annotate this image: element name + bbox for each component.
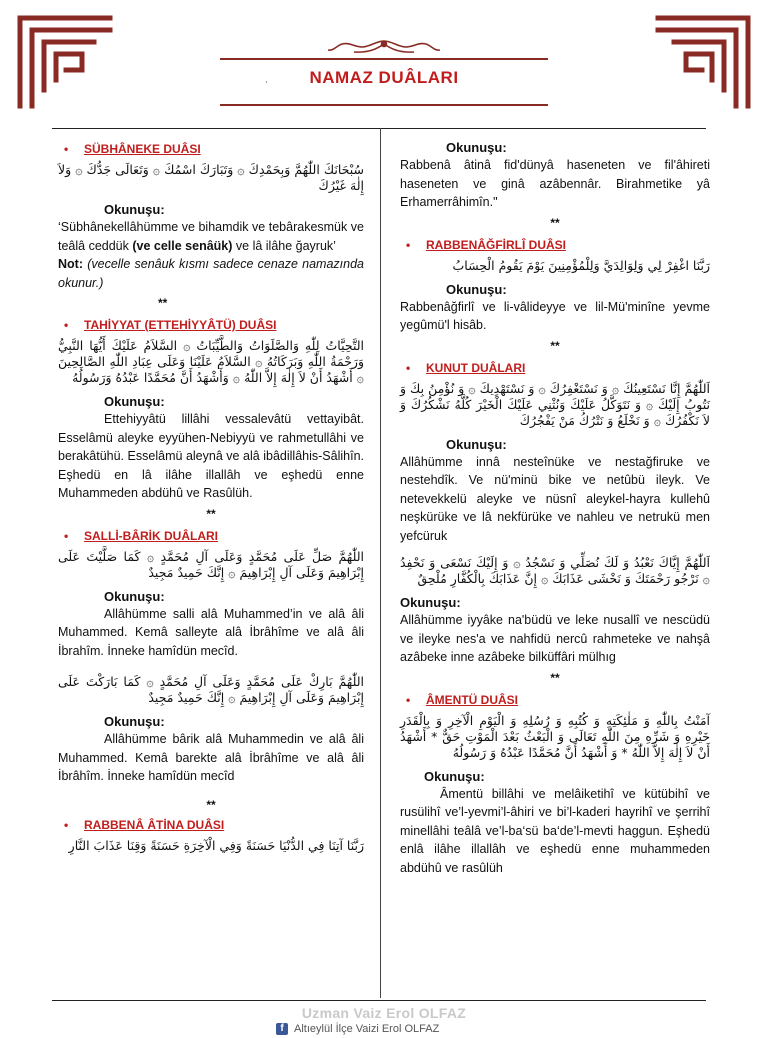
transliteration-text: Ettehiyyâtü lillâhi vessalevâtü vettayibât. Esselâmü aleyke eyyühen-Nebiyyü ve rahmetullâhi ve berakâtühü. Esselâmü aleynâ ve alâ ibâdillâhis-Sâlihîn. Eşhedü en lâ ilâhe illallâh ve eşhedü enne Muhammeden abdühû ve Rasûlüh. [58, 412, 364, 500]
separator: ** [206, 797, 216, 812]
bullet-icon: • [64, 318, 69, 332]
bullet-icon: • [64, 528, 69, 543]
section-heading-rabbena-atina [64, 817, 364, 832]
arabic-text: رَبَّنَا آتِنَا فِي الدُّنْيَا حَسَنَةً وَفِي الْآخِرَةِ حَسَنَةً وَقِنَا عَذَابَ النَّارِ [68, 837, 364, 853]
transliteration-text: Allâhümme iyyâke na'büdü ve leke nusallî ve nescüdü ve ileyke nes'a ve nahfidü nercû rahmeteke ve nahşâ azâbeke inne azâbeke bilküffâri mülhıg [400, 613, 710, 664]
arabic-text: رَبَّنَا اغْفِرْ لِي وَلِوَالِدَيَّ وَلِلْمُؤْمِنِينَ يَوْمَ يَقُومُ الْحِسَابُ [452, 257, 710, 273]
separator: ** [158, 296, 168, 310]
transliteration-text: Rabbenâ âtinâ fid'dünyâ haseneten ve fil'âhireti haseneten ve ginâ azâbennâr. Birahmetike yâ Erhamerrâhimîn." [400, 158, 710, 209]
separator: ** [550, 338, 560, 353]
section-heading-subhaneke [64, 142, 364, 156]
arabic-text: اللّٰهُمَّ بَارِكْ عَلَى مُحَمَّدٍ وَعَلَى آلِ مُحَمَّدٍ ۞ كَمَا بَارَكْتَ عَلَى إِبْرَاهِيمَ وَعَلَى آلِ إِبْرَاهِيمَ ۞ إِنَّكَ حَمِيدٌ مَجِيدٌ [58, 674, 364, 705]
header-tick: , [265, 74, 268, 85]
separator: ** [206, 506, 216, 521]
transliteration-bold: (ve celle senâük) [132, 238, 233, 253]
note-body: (vecelle senâuk kısmı sadece cenaze namazında okunur.) [58, 257, 364, 290]
title-box [220, 58, 548, 106]
okunusu-label: Okunuşu: [104, 394, 165, 409]
footer-author: Uzman Vaiz Erol OLFAZ [301, 1005, 467, 1021]
separator: ** [550, 215, 560, 230]
okunusu-label: Okunuşu: [104, 202, 165, 217]
section-heading-amentu [406, 692, 710, 707]
heading-text: SÜBHÂNEKE DUÂSI [84, 142, 201, 156]
note-label: Not: [58, 257, 83, 271]
transliteration-text: Allâhümme bârik alâ Muhammedin ve alâ âli Muhammed. Kemâ barekte alâ İbrâhîme ve alâ âli İbrâhîm. İnneke hamîdün mecîd [58, 732, 364, 783]
section-heading-rabbenagfirli [406, 237, 710, 252]
left-column [58, 134, 364, 862]
bullet-icon: • [64, 142, 69, 156]
right-column [400, 134, 710, 877]
facebook-text: Altıeylül İlçe Vaizi Erol OLFAZ [294, 1023, 440, 1035]
page-header [220, 38, 548, 118]
heading-text: RABBENÂ ÂTİNA DUÂSI [84, 817, 225, 832]
corner-ornament-right [654, 14, 752, 110]
transliteration-part: ve lâ ilâhe ğayruk’ [232, 238, 336, 253]
transliteration-text: Rabbenâğfirlî ve li-vâlideyye ve lil-Mü'minîne yevme yegûmü'l hisâb. [400, 299, 710, 332]
okunusu-label: Okunuşu: [446, 436, 507, 452]
heading-text: SALLİ-BÂRİK DUÂLARI [84, 528, 218, 543]
bottom-rule [52, 1000, 706, 1001]
section-heading-salli-barik [64, 528, 364, 543]
transliteration-text: Allâhümme salli alâ Muhammed’in ve alâ âli Muhammed. Kemâ salleyte alâ İbrâhîme ve alâ âli İbrahîm. İnneke hamîdün mecîd. [58, 606, 364, 658]
section-heading-tahiyyat [64, 318, 364, 332]
transliteration-part: ‘Sübhânekellâhümme ve bihamdik ve tebârakesmük ve teâlâ ceddük [58, 220, 364, 253]
facebook-icon: f [276, 1023, 288, 1035]
arabic-text: اَللّٰهُمَّ إِنَّا نَسْتَعِينُكَ ۞ وَ نَسْتَغْفِرُكَ ۞ وَ نَسْتَهْدِيكَ ۞ وَ نُؤْمِنُ بِكَ وَ نَتُوبُ إِلَيْكَ ۞ وَ نَتَوَكَّلُ عَلَيْكَ وَنُثْنِي عَلَيْكَ الْخَيْرَ كُلَّهُ نَشْكُرُكَ وَ لاَ نَكْفُرُكَ ۞ وَ نَخْلَعُ وَ نَتْرُكُ مَنْ يَفْجُرُكَ [400, 380, 710, 428]
arabic-text: التَّحِيَّاتُ لِلّٰهِ وَالصَّلَوَاتُ وَالطَّيِّبَاتُ ۞ السَّلاَمُ عَلَيْكَ أَيُّهَا النَّبِيُّ وَرَحْمَةُ اللّٰهِ وَبَرَكَاتُهُ ۞ السَّلاَمُ عَلَيْنَا وَعَلَى عِبَادِ اللّٰهِ الصَّالِحِينَ ۞ أَشْهَدُ أَنْ لاَ إِلٰهَ إِلاَّ اللّٰهُ ۞ وَأَشْهَدُ أَنَّ مُحَمَّدًا عَبْدُهُ وَرَسُولُهُ [58, 338, 364, 385]
okunusu-label: Okunuşu: [446, 140, 507, 155]
page-title: NAMAZ DUÂLARI [309, 68, 459, 87]
section-heading-kunut [406, 360, 710, 375]
arabic-text: اَللّٰهُمَّ إِيَّاكَ نَعْبُدُ وَ لَكَ نُصَلِّي وَ نَسْجُدُ ۞ وَ إِلَيْكَ نَسْعَى وَ نَحْفِدُ ۞ نَرْجُو رَحْمَتَكَ وَ نَخْشَى عَذَابَكَ ۞ إِنَّ عَذَابَكَ بِالْكُفَّارِ مُلْحِقٌ [400, 555, 710, 586]
okunusu-label: Okunuşu: [104, 588, 165, 604]
heading-text: RABBENÂĞFİRLÎ DUÂSI [426, 237, 566, 252]
column-divider [380, 128, 381, 998]
bullet-icon: • [406, 692, 411, 707]
flourish-ornament [324, 38, 444, 56]
footer-facebook[interactable] [276, 1020, 439, 1038]
transliteration-text [58, 218, 364, 255]
top-rule [52, 128, 706, 129]
bullet-icon: • [406, 237, 411, 252]
okunusu-label: Okunuşu: [424, 768, 485, 784]
transliteration-text: Allâhümme innâ nesteînüke ve nestağfiruke ve nestehdîk. Ve nü'minü bike ve netûbü ileyk. Ve netevekkelü aleyke ve nüsnî aleykel-hayra kullehû neşkürüke ve lâ nekfürüke ve nahleu ve netrukü men yefcüruk [400, 454, 710, 543]
heading-text: KUNUT DUÂLARI [426, 360, 526, 375]
bullet-icon: • [64, 817, 69, 832]
okunusu-label: Okunuşu: [104, 714, 165, 729]
note-text [58, 255, 364, 292]
separator: ** [550, 670, 560, 685]
bullet-icon: • [406, 360, 411, 375]
arabic-text: آمَنْتُ بِاللّٰهِ وَ مَلٰئِكَتِهِ وَ كُتُبِهِ وَ رُسُلِهِ وَ الْيَوْمِ الْآخِرِ وَ بِالْقَدَرِ خَيْرِهِ وَ شَرِّهِ مِنَ اللّٰهِ تَعَالَى وَ الْبَعْثُ بَعْدَ الْمَوْتِ حَقٌّ * أَشْهَدُ أَنْ لاَ إِلٰهَ إِلاَّ اللّٰهُ * وَ أَشْهَدُ أَنَّ مُحَمَّدًا عَبْدُهُ وَ رَسُولُهُ [400, 712, 710, 760]
heading-text: TAHİYYAT (ETTEHİYYÂTÜ) DUÂSI [84, 318, 277, 332]
transliteration-text: Âmentü billâhi ve melâiketihî ve kütübihî ve rusülihî ve’l-yevmi’l-âhiri ve bi’l-kaderi hayrihî ve şerrihî minellâhi teâlâ ve’l-ba‘sü ba‘de’l-mevti haggun. Eşhedü enlâ ilâhe illallâh ve eşhedü enne muhammeden abdühû ve rasûlüh [400, 786, 710, 875]
heading-text: ÂMENTÜ DUÂSI [426, 692, 518, 707]
okunusu-label: Okunuşu: [400, 595, 461, 610]
arabic-text: سُبْحَانَكَ اللّٰهُمَّ وَبِحَمْدِكَ ۞ وَتَبَارَكَ اسْمُكَ ۞ وَتَعَالَى جَدُّكَ ۞ وَلاَ إِلٰهَ غَيْرُكَ [58, 162, 364, 193]
corner-ornament-left [16, 14, 114, 110]
okunusu-label: Okunuşu: [446, 281, 507, 297]
arabic-text: اللّٰهُمَّ صَلِّ عَلَى مُحَمَّدٍ وَعَلَى آلِ مُحَمَّدٍ ۞ كَمَا صَلَّيْتَ عَلَى إِبْرَاهِيمَ وَعَلَى آلِ إِبْرَاهِيمَ ۞ إِنَّكَ حَمِيدٌ مَجِيدٌ [58, 548, 364, 580]
